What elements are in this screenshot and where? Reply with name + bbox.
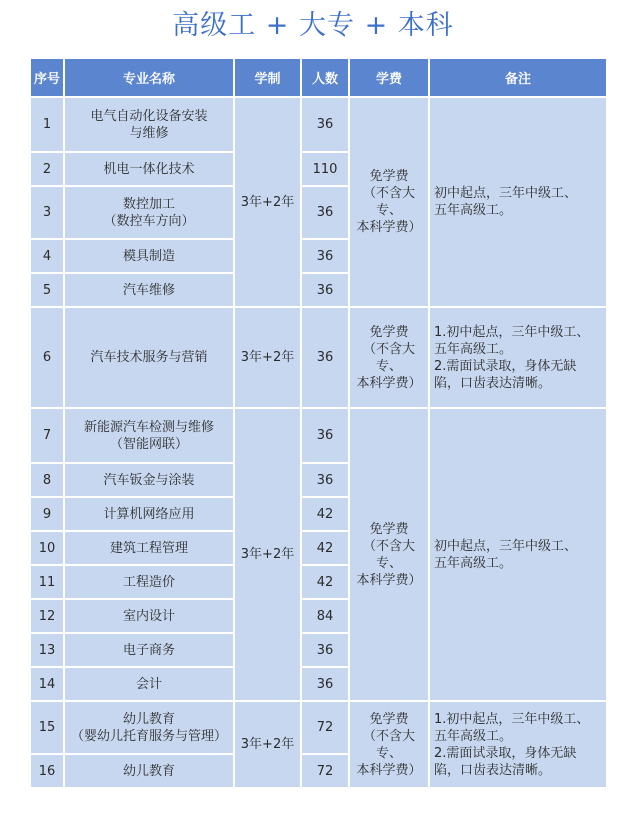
cell-index: 2	[30, 152, 64, 186]
remark-line: 2.需面试录取，身体无缺	[434, 358, 577, 374]
cell-index: 10	[30, 531, 64, 565]
cell-major	[64, 463, 234, 497]
major-line: 幼儿教育	[122, 711, 175, 727]
cell-count: 36	[301, 667, 349, 701]
table-body	[30, 97, 607, 788]
cell-count: 36	[301, 463, 349, 497]
fee-line: 免学费	[369, 711, 409, 727]
header-major: 专业名称	[64, 58, 234, 97]
cell-remark	[429, 408, 607, 701]
fee-line: 免学费	[369, 169, 409, 184]
cell-count: 36	[301, 186, 349, 239]
cell-count: 84	[301, 599, 349, 633]
cell-index: 14	[30, 667, 64, 701]
cell-count: 72	[301, 701, 349, 754]
cell-count: 110	[301, 152, 349, 186]
remark-line: 初中起点，三年中级工、	[434, 538, 578, 554]
cell-major	[64, 667, 234, 701]
cell-major	[64, 599, 234, 633]
major-line: 模具制造	[122, 248, 175, 264]
cell-major	[64, 754, 234, 788]
fee-line: 本科学费）	[356, 572, 422, 588]
remark-line: 1.初中起点，三年中级工、	[434, 711, 590, 727]
cell-major	[64, 239, 234, 273]
cell-count: 42	[301, 531, 349, 565]
cell-count: 36	[301, 97, 349, 152]
remark-line: 五年高级工。	[434, 341, 513, 357]
cell-duration: 3年+2年	[234, 408, 301, 701]
cell-count: 42	[301, 565, 349, 599]
fee-line: 免学费	[369, 521, 409, 537]
table-row	[30, 408, 607, 463]
major-line: （婴幼儿托育服务与管理）	[70, 728, 227, 744]
major-line: 电子商务	[122, 642, 175, 658]
table-row	[30, 307, 607, 408]
cell-count: 36	[301, 273, 349, 307]
major-line: 幼儿教育	[122, 763, 175, 779]
major-line: 室内设计	[122, 608, 175, 624]
remark-line: 陷，口齿表达清晰。	[434, 762, 552, 778]
table-row	[30, 97, 607, 152]
programs-table	[29, 57, 608, 789]
major-line: 计算机网络应用	[103, 506, 195, 522]
cell-major	[64, 97, 234, 152]
major-line: 汽车维修	[122, 282, 175, 298]
major-line: 工程造价	[122, 574, 175, 590]
cell-duration: 3年+2年	[234, 307, 301, 408]
cell-fee	[349, 408, 429, 701]
cell-fee	[349, 307, 429, 408]
major-line: （数控车方向）	[103, 213, 195, 229]
cell-major	[64, 273, 234, 307]
cell-major	[64, 633, 234, 667]
cell-index: 11	[30, 565, 64, 599]
cell-fee	[349, 701, 429, 788]
remark-line: 五年高级工。	[434, 728, 513, 744]
fee-line: （不含大专、	[362, 186, 415, 218]
cell-major	[64, 565, 234, 599]
cell-count: 36	[301, 307, 349, 408]
cell-index: 6	[30, 307, 64, 408]
major-line: 机电一体化技术	[103, 161, 195, 177]
table-row	[30, 701, 607, 754]
fee-line: 本科学费）	[356, 220, 422, 235]
cell-major	[64, 701, 234, 754]
major-line: （智能网联）	[109, 436, 188, 452]
header-fee: 学费	[349, 58, 429, 97]
fee-line: 本科学费）	[356, 375, 422, 391]
header-count: 人数	[301, 58, 349, 97]
cell-major	[64, 408, 234, 463]
fee-line: 本科学费）	[356, 762, 422, 778]
major-line: 新能源汽车检测与维修	[83, 419, 214, 435]
cell-count: 72	[301, 754, 349, 788]
fee-line: （不含大专、	[362, 538, 415, 571]
major-line: 数控加工	[122, 196, 175, 212]
major-line: 汽车技术服务与营销	[90, 350, 208, 365]
page-title: 高级工 + 大专 + 本科	[172, 10, 454, 41]
cell-major	[64, 531, 234, 565]
major-line: 建筑工程管理	[109, 540, 188, 556]
cell-remark	[429, 97, 607, 307]
cell-major	[64, 307, 234, 408]
cell-duration: 3年+2年	[234, 701, 301, 788]
fee-line: 免学费	[369, 324, 409, 340]
major-line: 电气自动化设备安装	[90, 108, 208, 124]
cell-index: 5	[30, 273, 64, 307]
cell-remark	[429, 307, 607, 408]
cell-index: 15	[30, 701, 64, 754]
cell-index: 9	[30, 497, 64, 531]
cell-index: 1	[30, 97, 64, 152]
remark-line: 五年高级工。	[434, 555, 513, 571]
cell-count: 36	[301, 239, 349, 273]
cell-major	[64, 497, 234, 531]
remark-line: 2.需面试录取，身体无缺	[434, 745, 577, 761]
cell-index: 13	[30, 633, 64, 667]
cell-fee	[349, 97, 429, 307]
remark-line: 1.初中起点，三年中级工、	[434, 324, 590, 340]
cell-major	[64, 152, 234, 186]
table-header-row	[30, 58, 607, 97]
fee-line: （不含大专、	[362, 341, 415, 374]
fee-line: （不含大专、	[362, 728, 415, 761]
cell-remark	[429, 701, 607, 788]
remark-line: 陷，口齿表达清晰。	[434, 375, 552, 391]
header-duration: 学制	[234, 58, 301, 97]
cell-index: 3	[30, 186, 64, 239]
cell-major	[64, 186, 234, 239]
cell-index: 16	[30, 754, 64, 788]
cell-index: 4	[30, 239, 64, 273]
header-remark: 备注	[429, 58, 607, 97]
cell-index: 12	[30, 599, 64, 633]
cell-index: 8	[30, 463, 64, 497]
header-index: 序号	[30, 58, 64, 97]
major-line: 会计	[135, 676, 162, 692]
major-line: 汽车钣金与涂装	[103, 472, 195, 488]
cell-count: 36	[301, 408, 349, 463]
remark-line: 初中起点，三年中级工、	[434, 186, 578, 201]
cell-duration: 3年+2年	[234, 97, 301, 307]
cell-index: 7	[30, 408, 64, 463]
cell-count: 36	[301, 633, 349, 667]
cell-count: 42	[301, 497, 349, 531]
remark-line: 五年高级工。	[434, 203, 513, 218]
major-line: 与维修	[129, 125, 169, 141]
